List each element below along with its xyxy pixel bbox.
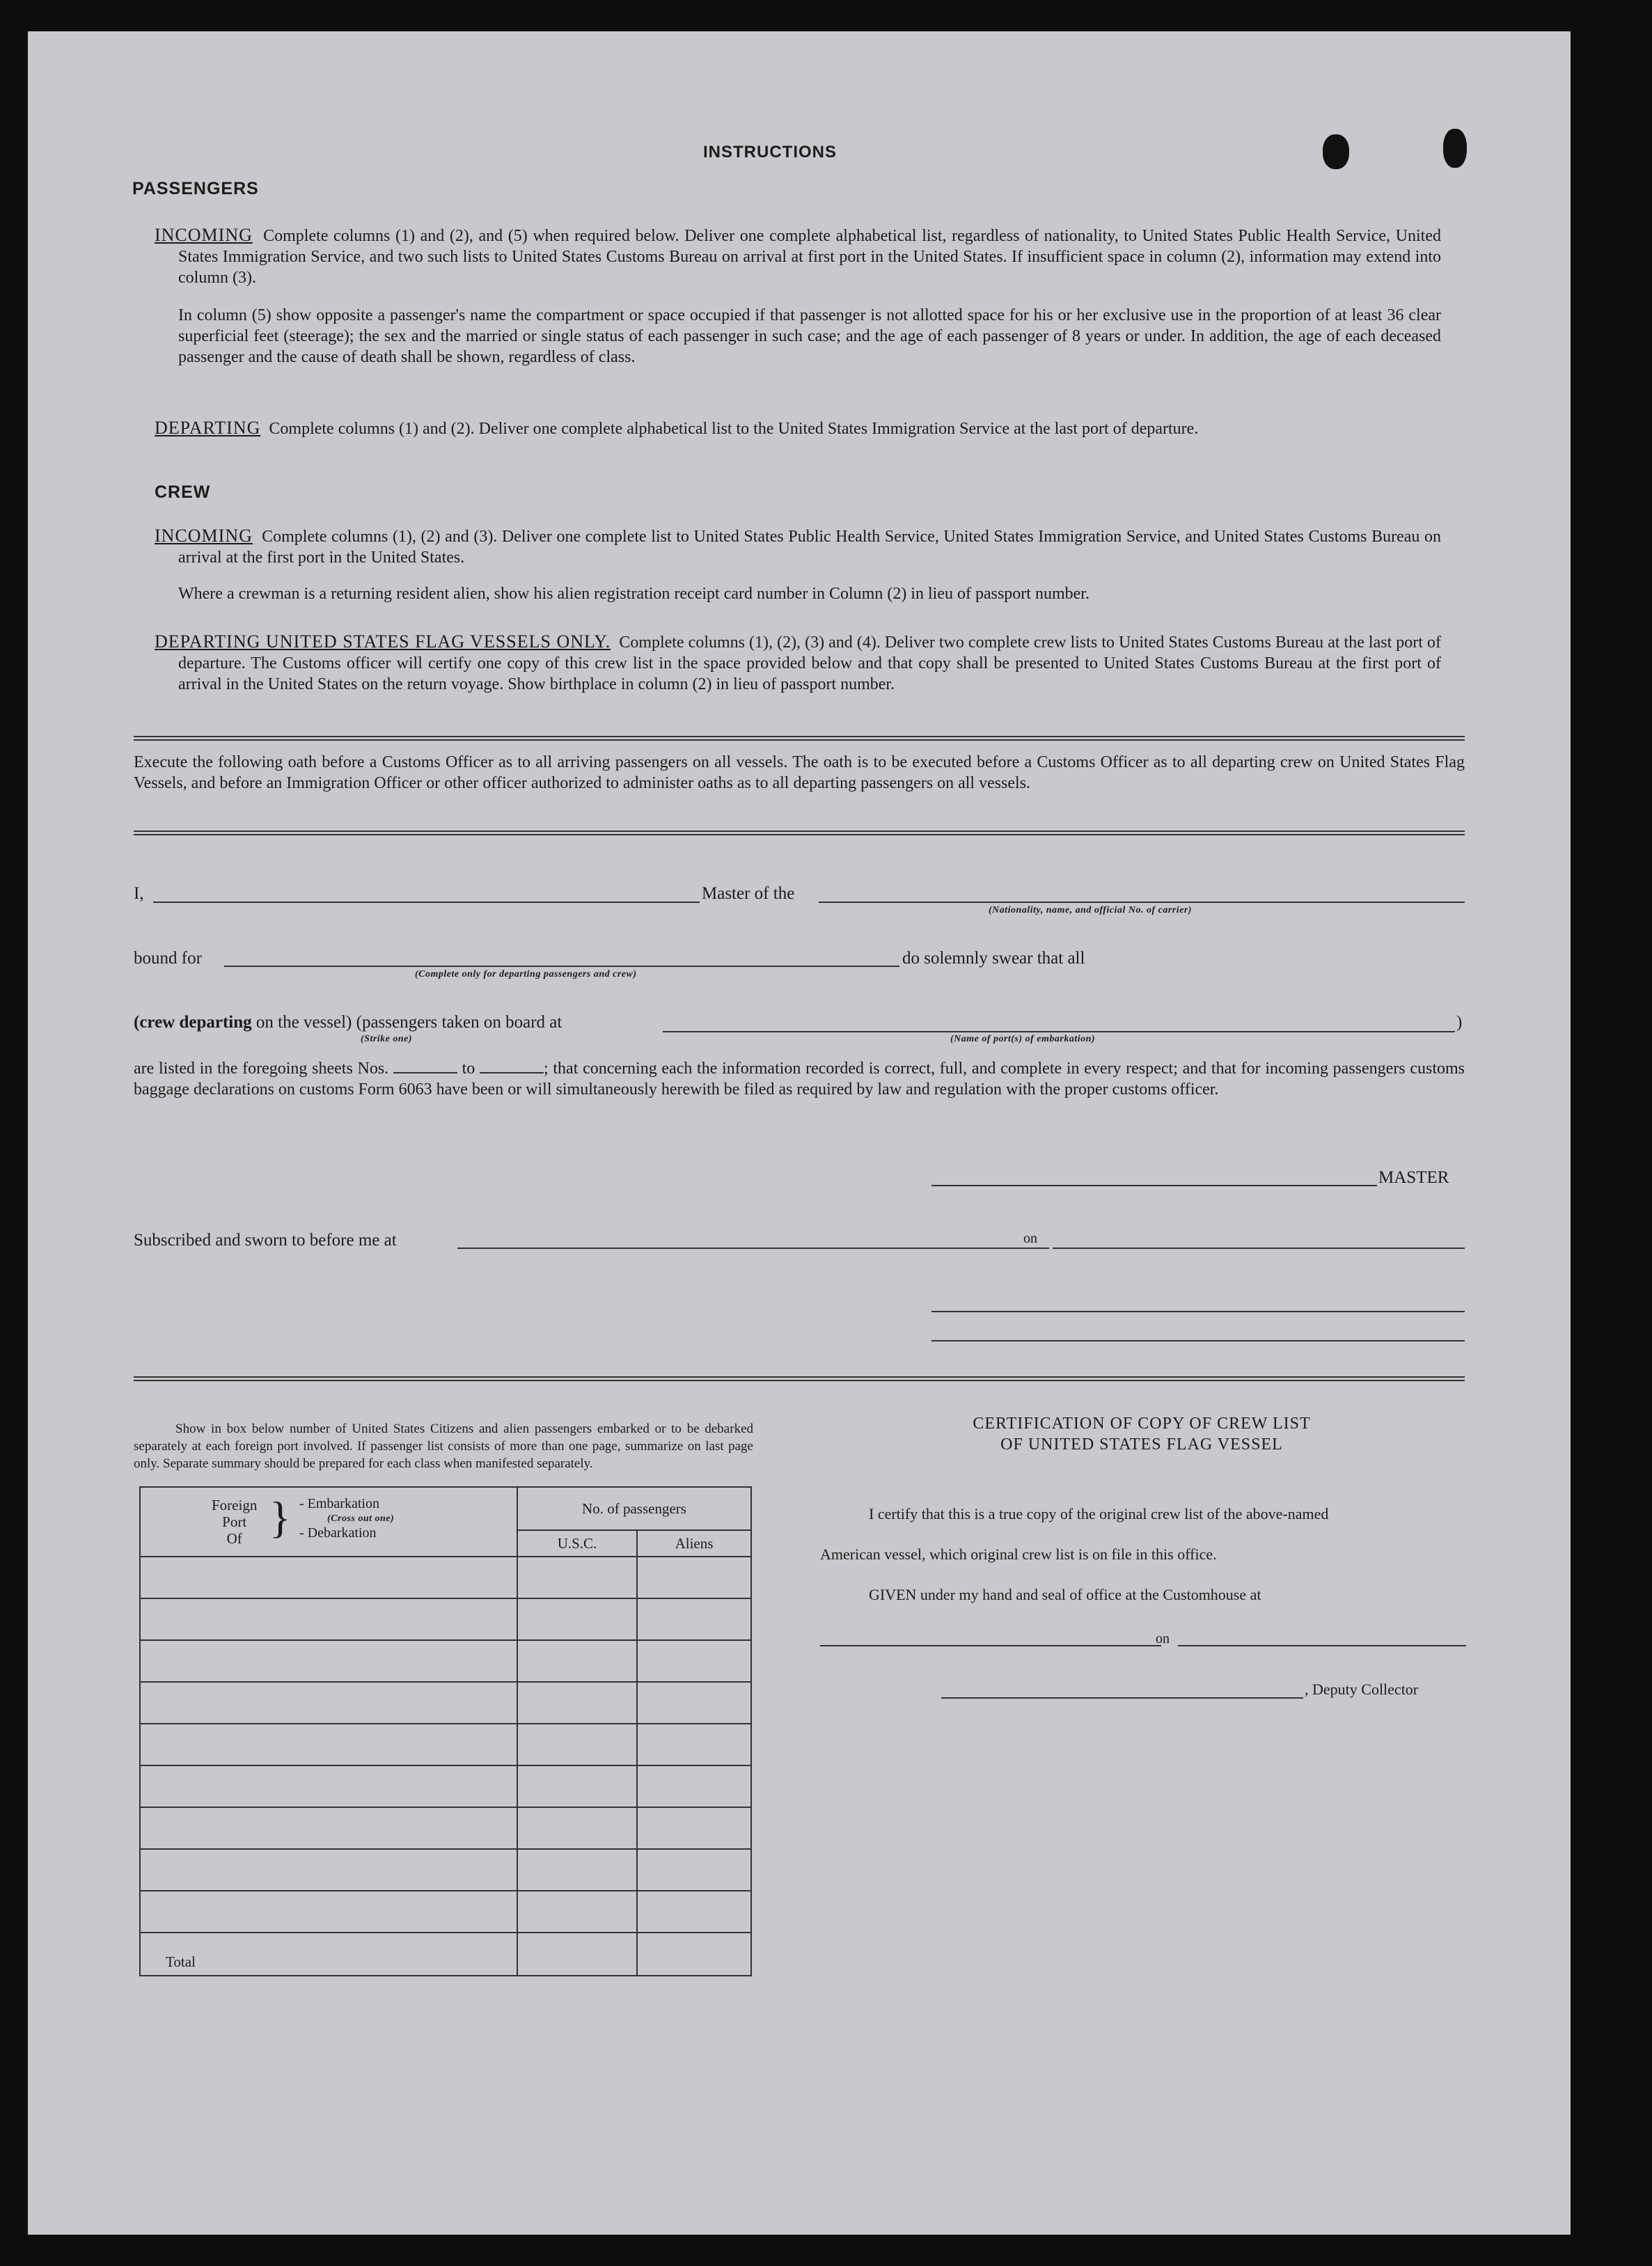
cross-out-caption: (Cross out one) <box>327 1513 395 1524</box>
usc-cell[interactable] <box>517 1682 637 1724</box>
passengers-column5-text: In column (5) show opposite a passenger's name the compartment or space occupied if that passenger is not allotted space for his or her exclusive use in the proportion of at least 36 clear superficial feet (steerage); the sex and the married or single status of each passenger in such case; and the age of each passenger of 8 years or under. In addition, the age of each deceased passenger and the cause of death shall be shown, regardless of class. <box>178 306 1441 366</box>
certification-title-line-1: CERTIFICATION OF COPY OF CREW LIST <box>973 1415 1311 1433</box>
sheet-to-field[interactable] <box>480 1060 544 1073</box>
ports-caption: (Name of port(s) of embarkation) <box>950 1034 1096 1044</box>
ink-blot-mark <box>1443 129 1467 168</box>
subscribed-place-field[interactable] <box>457 1248 1049 1249</box>
double-rule <box>134 831 1465 835</box>
table-row <box>140 1724 751 1765</box>
bound-for-field[interactable] <box>224 966 899 967</box>
usc-cell[interactable] <box>517 1891 637 1933</box>
master-label: MASTER <box>1378 1168 1449 1187</box>
passengers-departing-label: DEPARTING <box>155 418 261 438</box>
oath-instructions <box>134 752 1465 794</box>
no-of-passengers-header: No. of passengers <box>517 1487 751 1530</box>
usc-cell[interactable] <box>517 1557 637 1598</box>
port-cell[interactable] <box>140 1765 517 1807</box>
listed-statement <box>134 1058 1465 1100</box>
table-row <box>140 1765 751 1807</box>
crew-resident-text: Where a crewman is a returning resident alien, show his alien registration receipt card number in Column (2) in lieu of passport number. <box>178 585 1089 603</box>
aliens-cell[interactable] <box>637 1682 751 1724</box>
table-row <box>140 1598 751 1640</box>
bound-for-label: bound for <box>134 949 202 968</box>
aliens-cell[interactable] <box>637 1598 751 1640</box>
summary-instructions <box>134 1420 753 1472</box>
usc-cell[interactable] <box>517 1765 637 1807</box>
table-row <box>140 1807 751 1849</box>
usc-cell[interactable] <box>517 1640 637 1682</box>
deputy-signature-field[interactable] <box>941 1697 1303 1699</box>
oath-instructions-text: Execute the following oath before a Customs Officer as to all arriving passengers on all vessels. The oath is to be executed before a Customs Officer as to all departing crew on United States Flag Vessels, and before an Immigration Officer or other officer authorized to administer oaths as to all departing passengers on all vessels. <box>134 753 1465 792</box>
double-rule <box>134 1376 1465 1381</box>
table-row <box>140 1640 751 1682</box>
crew-departing-option[interactable]: (crew departing <box>134 1013 252 1032</box>
aliens-cell[interactable] <box>637 1765 751 1807</box>
master-signature-field[interactable] <box>931 1185 1377 1186</box>
total-row <box>140 1933 751 1976</box>
certify-line-2: American vessel, which original crew list is on file in this office. <box>820 1545 1217 1563</box>
given-line: GIVEN under my hand and seal of office at the Customhouse at <box>869 1586 1261 1603</box>
usc-cell[interactable] <box>517 1598 637 1640</box>
certification-date-field[interactable] <box>1178 1645 1466 1646</box>
passengers-departing-section <box>155 418 1441 439</box>
debarkation-label: - Debarkation <box>299 1525 377 1541</box>
table-row <box>140 1682 751 1724</box>
officer-signature-field[interactable] <box>931 1311 1465 1312</box>
aliens-cell[interactable] <box>637 1640 751 1682</box>
crew-incoming-text: Complete columns (1), (2) and (3). Deliver one complete list to United States Public Health Service, United States Immigration Service, and United States Customs Bureau on arrival at the first port in the United States. <box>178 528 1442 567</box>
strike-one-caption: (Strike one) <box>361 1034 413 1044</box>
certification-title <box>815 1413 1469 1455</box>
brace-glyph: } <box>269 1493 291 1542</box>
passengers-departing-text: Complete columns (1) and (2). Deliver one complete alphabetical list to the United States Immigration Service at the last port of departure. <box>269 420 1199 438</box>
passengers-incoming-section <box>155 225 1441 368</box>
table-row <box>140 1557 751 1598</box>
aliens-total-cell[interactable] <box>637 1933 751 1976</box>
passenger-summary-table <box>139 1486 752 1976</box>
crew-departing-label: DEPARTING UNITED STATES FLAG VESSELS ONLY. <box>155 631 611 652</box>
listed-text-b: ; that concerning each the information recorded is correct, full, and complete in every respect; and that for incoming passengers customs baggage declarations on customs Form 6063 have been or will simultaneously herewith be filed as required by law and regulation with the proper customs officer. <box>134 1060 1465 1099</box>
subscribed-label: Subscribed and sworn to before me at <box>134 1231 397 1250</box>
master-name-field[interactable] <box>153 902 700 903</box>
crew-departing-rest: on the vessel) <box>251 1013 352 1032</box>
passengers-taken-option[interactable]: (passengers taken on board at <box>356 1013 563 1032</box>
table-row <box>140 1849 751 1891</box>
port-cell[interactable] <box>140 1849 517 1891</box>
subscribed-date-field[interactable] <box>1053 1248 1465 1249</box>
summary-instructions-text: Show in box below number of United States Citizens and alien passengers embarked or to be debarked separately at each foreign port involved. If passenger list consists of more than one page, summarize on last page only. Separate summary should be prepared for each class when manifested separately. <box>134 1422 753 1471</box>
aliens-cell[interactable] <box>637 1724 751 1765</box>
master-of-the-label: Master of the <box>702 884 795 903</box>
port-header-cell <box>140 1487 517 1557</box>
oath-i-label: I, <box>134 884 144 903</box>
embarkation-label: - Embarkation <box>299 1496 379 1511</box>
swear-label: do solemnly swear that all <box>902 949 1085 968</box>
customhouse-place-field[interactable] <box>820 1645 1161 1646</box>
passengers-heading: PASSENGERS <box>132 179 259 198</box>
aliens-cell[interactable] <box>637 1557 751 1598</box>
port-cell[interactable] <box>140 1640 517 1682</box>
port-cell[interactable] <box>140 1724 517 1765</box>
total-label: Total <box>166 1953 196 1970</box>
usc-cell[interactable] <box>517 1807 637 1849</box>
crew-heading: CREW <box>155 482 211 502</box>
port-cell[interactable] <box>140 1891 517 1933</box>
crew-departing-section <box>155 631 1441 695</box>
embarkation-ports-field[interactable] <box>663 1031 1455 1032</box>
port-cell[interactable] <box>140 1557 517 1598</box>
carrier-caption: (Nationality, name, and official No. of carrier) <box>989 905 1192 915</box>
close-paren: ) <box>1456 1013 1463 1032</box>
port-label: Port <box>222 1513 247 1530</box>
port-cell[interactable] <box>140 1598 517 1640</box>
usc-header: U.S.C. <box>517 1530 637 1557</box>
certification-on-label: on <box>1156 1631 1170 1646</box>
usc-total-cell[interactable] <box>517 1933 637 1976</box>
crew-departing-text: Complete columns (1), (2), (3) and (4). Deliver two complete crew lists to United States Customs Bureau at the last port of departure. The Customs officer will certify one copy of this crew list in the space provided below and that copy shall be presented to United States Customs Bureau at the first port of arrival in the United States on the return voyage. Show birthplace in column (2) in lieu of passport number. <box>178 634 1441 693</box>
document-page <box>28 31 1571 2235</box>
total-cell <box>140 1933 517 1976</box>
aliens-cell[interactable] <box>637 1807 751 1849</box>
usc-cell[interactable] <box>517 1849 637 1891</box>
deputy-collector-label: , Deputy Collector <box>1305 1681 1419 1698</box>
crew-incoming-label: INCOMING <box>155 526 253 546</box>
aliens-header: Aliens <box>637 1530 751 1557</box>
foreign-label: Foreign <box>212 1497 258 1513</box>
crew-incoming-section <box>155 526 1441 604</box>
listed-to: to <box>462 1060 475 1078</box>
port-cell[interactable] <box>140 1807 517 1849</box>
officer-title-field[interactable] <box>931 1340 1465 1341</box>
bound-for-caption: (Complete only for departing passengers and crew) <box>415 969 637 979</box>
carrier-field[interactable] <box>819 902 1465 903</box>
certification-title-line-2: OF UNITED STATES FLAG VESSEL <box>1000 1435 1283 1454</box>
of-label: Of <box>226 1530 242 1547</box>
aliens-cell[interactable] <box>637 1849 751 1891</box>
passengers-incoming-label: INCOMING <box>155 225 253 245</box>
aliens-cell[interactable] <box>637 1891 751 1933</box>
port-cell[interactable] <box>140 1682 517 1724</box>
page-title: INSTRUCTIONS <box>703 143 837 162</box>
usc-cell[interactable] <box>517 1724 637 1765</box>
certify-line-1: I certify that this is a true copy of the original crew list of the above-named <box>869 1505 1329 1523</box>
double-rule <box>134 736 1465 741</box>
passengers-incoming-text: Complete columns (1) and (2), and (5) when required below. Deliver one complete alphabetical list, regardless of nationality, to United States Public Health Service, United States Immigration Service, and two such lists to United States Customs Bureau on arrival at first port in the United States. If insufficient space in column (2), information may extend into column (3). <box>178 227 1441 287</box>
sheet-from-field[interactable] <box>393 1060 457 1073</box>
table-row <box>140 1891 751 1933</box>
subscribed-on-label: on <box>1023 1231 1037 1246</box>
ink-blot-mark <box>1323 134 1349 169</box>
listed-text-a: are listed in the foregoing sheets Nos. <box>134 1060 389 1078</box>
